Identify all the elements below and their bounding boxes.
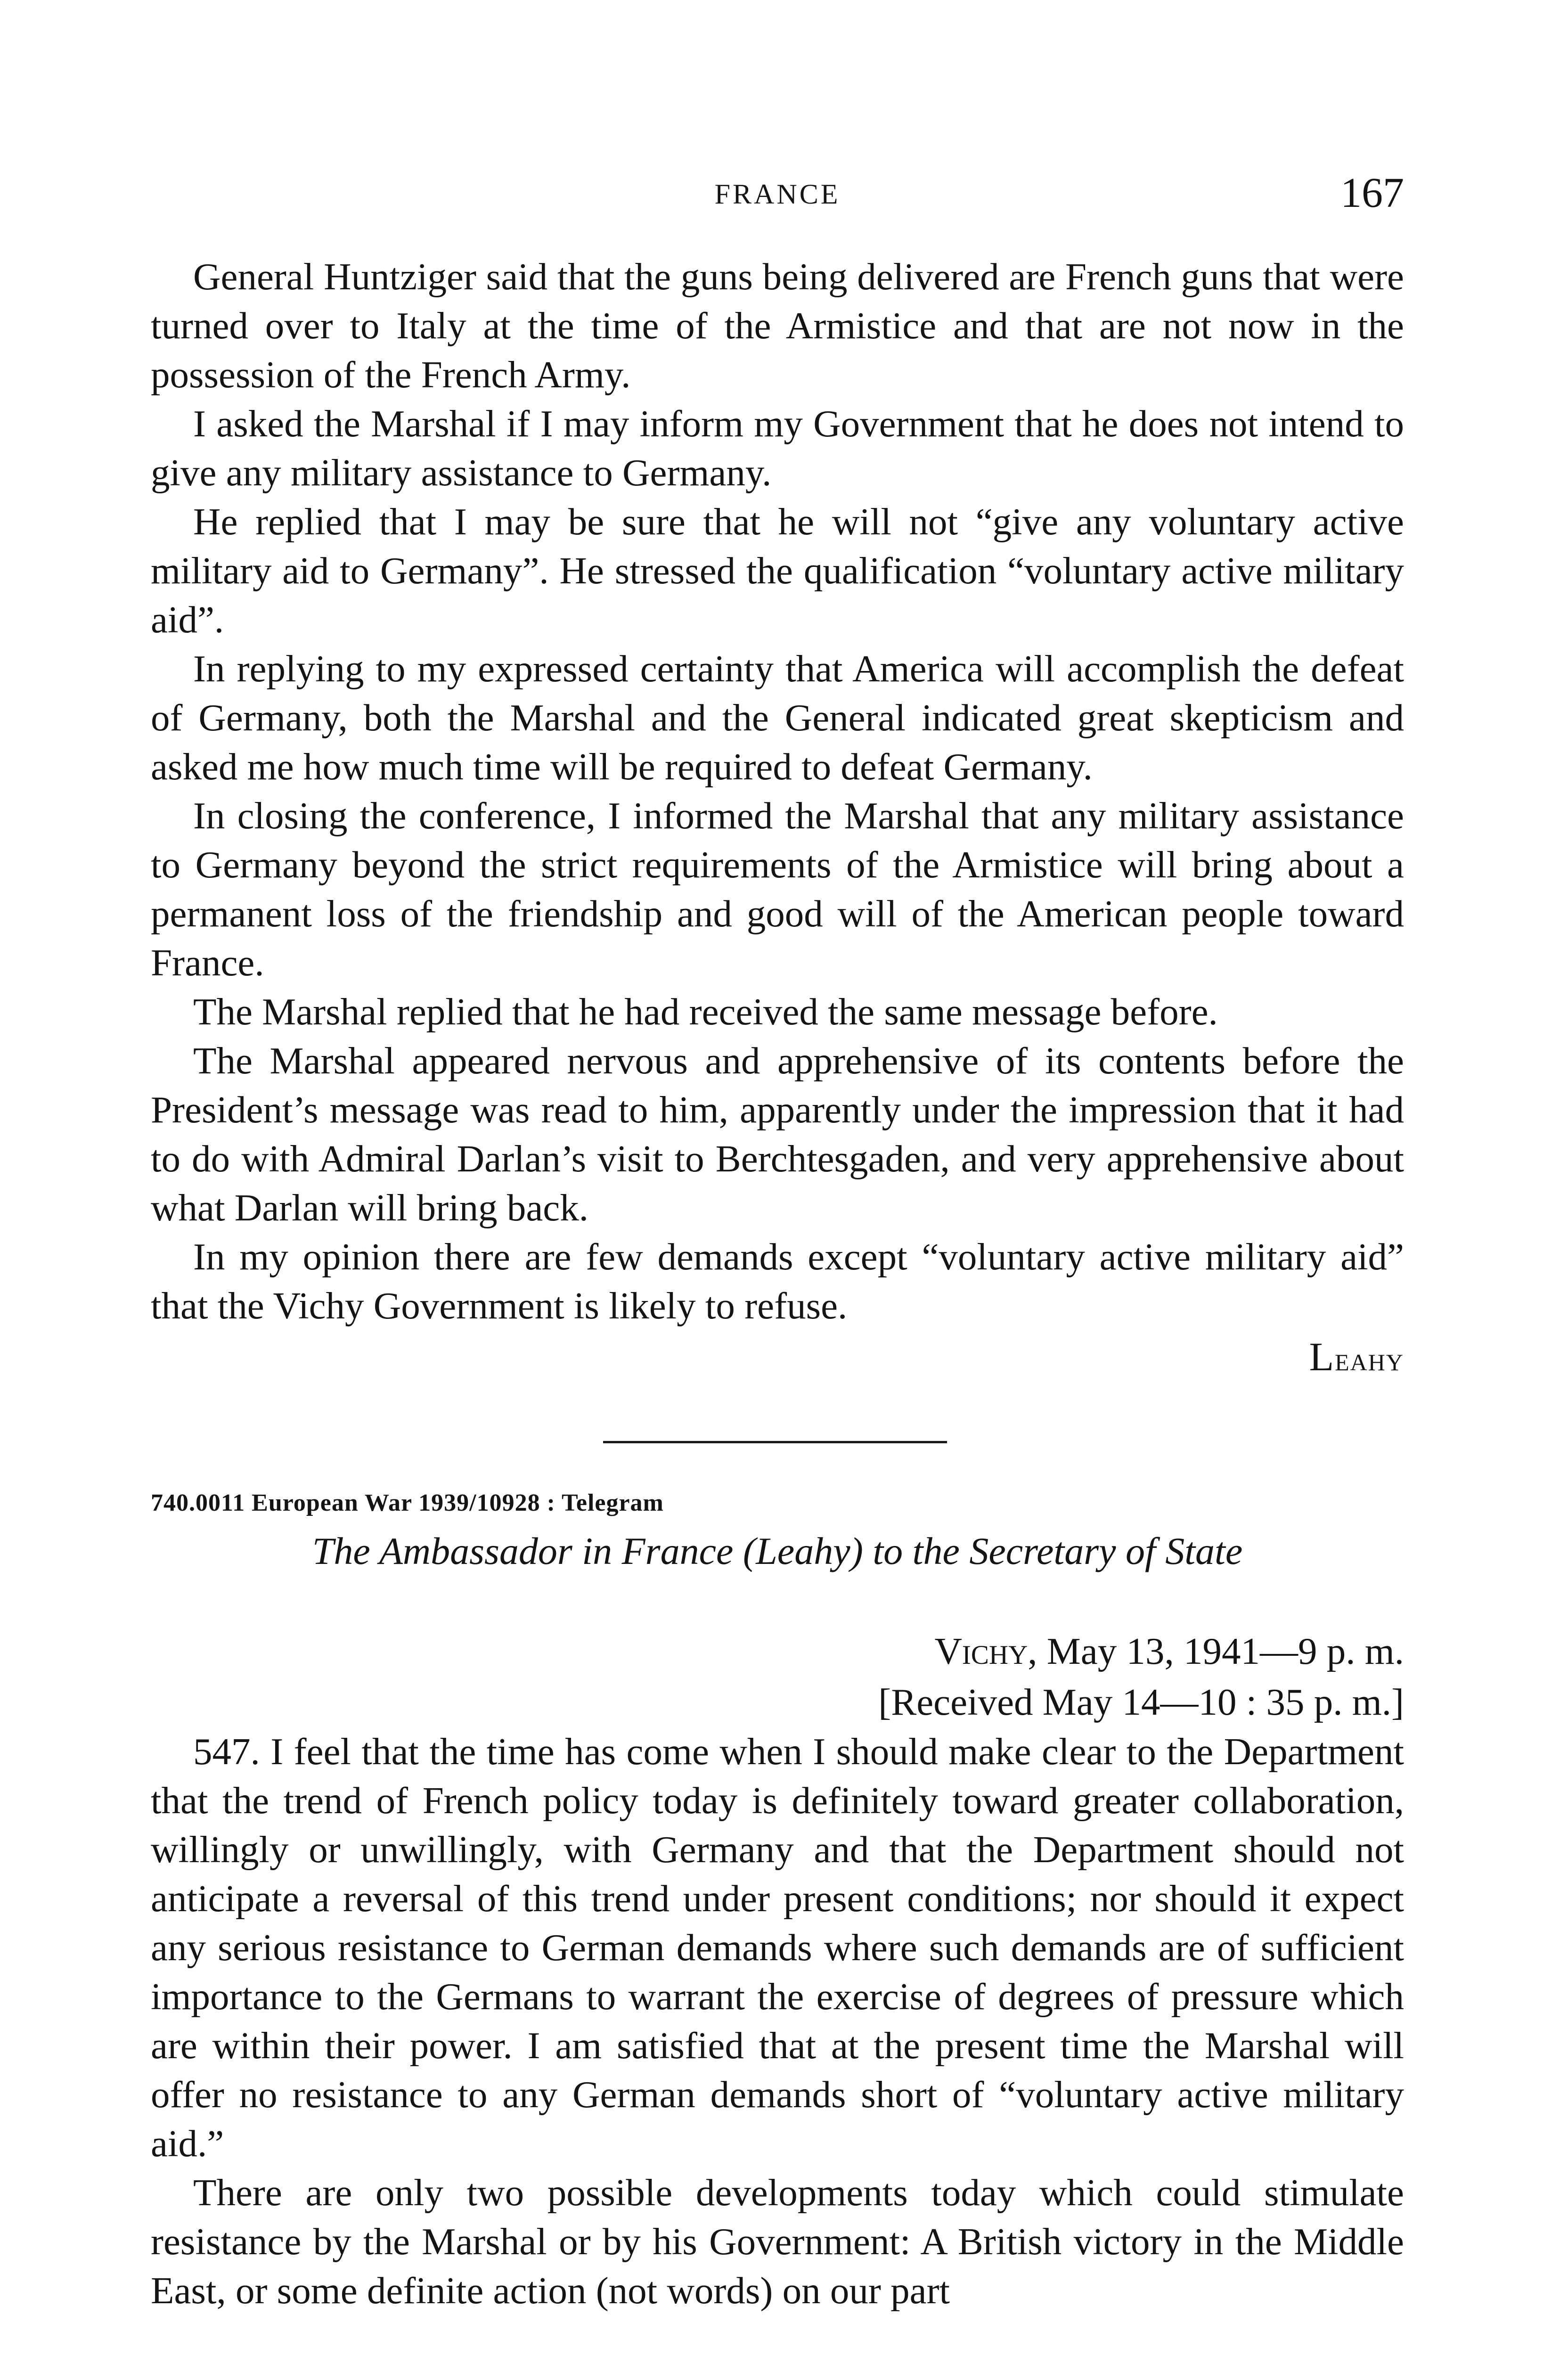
paragraph: In closing the conference, I informed the Marshal that any military assistance to Germany beyond the strict requirements of the Armistice will bring about a permanent loss of the friendship and good will of the American people toward France. [151, 794, 1404, 984]
dateline-received: [Received May 14—10 : 35 p. m.] [878, 1681, 1404, 1723]
paragraph: In replying to my expressed certainty that America will accomplish the defeat of Germany, both the Marshal and the General indicated great skepticism and asked me how much time will be required to defeat Germany. [151, 647, 1404, 788]
body-text-top [151, 252, 1404, 1383]
signature: Leahy [1309, 1334, 1404, 1379]
body-text-bottom [151, 1727, 1404, 2315]
paragraph: General Huntziger said that the guns being delivered are French guns that were turned over to Italy at the time of the Armistice and that are not now in the possession of the French Army. [151, 255, 1404, 396]
paragraph: He replied that I may be sure that he will not “give any voluntary active military aid to Germany”. He stressed the qualification “voluntary active military aid”. [151, 500, 1404, 641]
dateline [878, 1626, 1404, 1727]
document-title: The Ambassador in France (Leahy) to the Secretary of State [312, 1530, 1243, 1572]
page-number: 167 [1340, 170, 1404, 216]
paragraph: I asked the Marshal if I may inform my Government that he does not intend to give any military assistance to Germany. [151, 402, 1404, 494]
page-header [151, 170, 1404, 226]
paragraph: The Marshal replied that he had received the same message before. [193, 990, 1218, 1033]
paragraph: In my opinion there are few demands except “voluntary active military aid” that the Vichy Government is likely to refuse. [151, 1235, 1404, 1327]
paragraph: There are only two possible developments today which could stimulate resistance by the Marshal or by his Government: A British victory in the Middle East, or some definite action (not words) on our part [151, 2171, 1404, 2312]
dateline-place: Vichy [934, 1630, 1028, 1672]
paragraph: 547. I feel that the time has come when I should make clear to the Department that the trend of French policy today is definitely toward greater collaboration, willingly or unwillingly, with Germany and that the Department should not anticipate a reversal of this trend under present conditions; nor should it expect any serious resistance to German demands where such demands are of sufficient importance to the Germans to warrant the exercise of degrees of pressure which are within their power. I am satisfied that at the present time the Marshal will offer no resistance to any German demands short of “voluntary active military aid.” [151, 1730, 1404, 2165]
file-reference: 740.0011 European War 1939/10928 : Telegram [151, 1489, 664, 1516]
running-title: FRANCE [714, 179, 841, 210]
dateline-date: , May 13, 1941—9 p. m. [1028, 1630, 1404, 1672]
paragraph: The Marshal appeared nervous and apprehensive of its contents before the President’s message was read to him, apparently under the impression that it had to do with Admiral Darlan’s visit to Berchtesgaden, and very apprehensive about what Darlan will bring back. [151, 1039, 1404, 1229]
section-divider [603, 1441, 947, 1443]
dateline-sent [878, 1626, 1404, 1677]
